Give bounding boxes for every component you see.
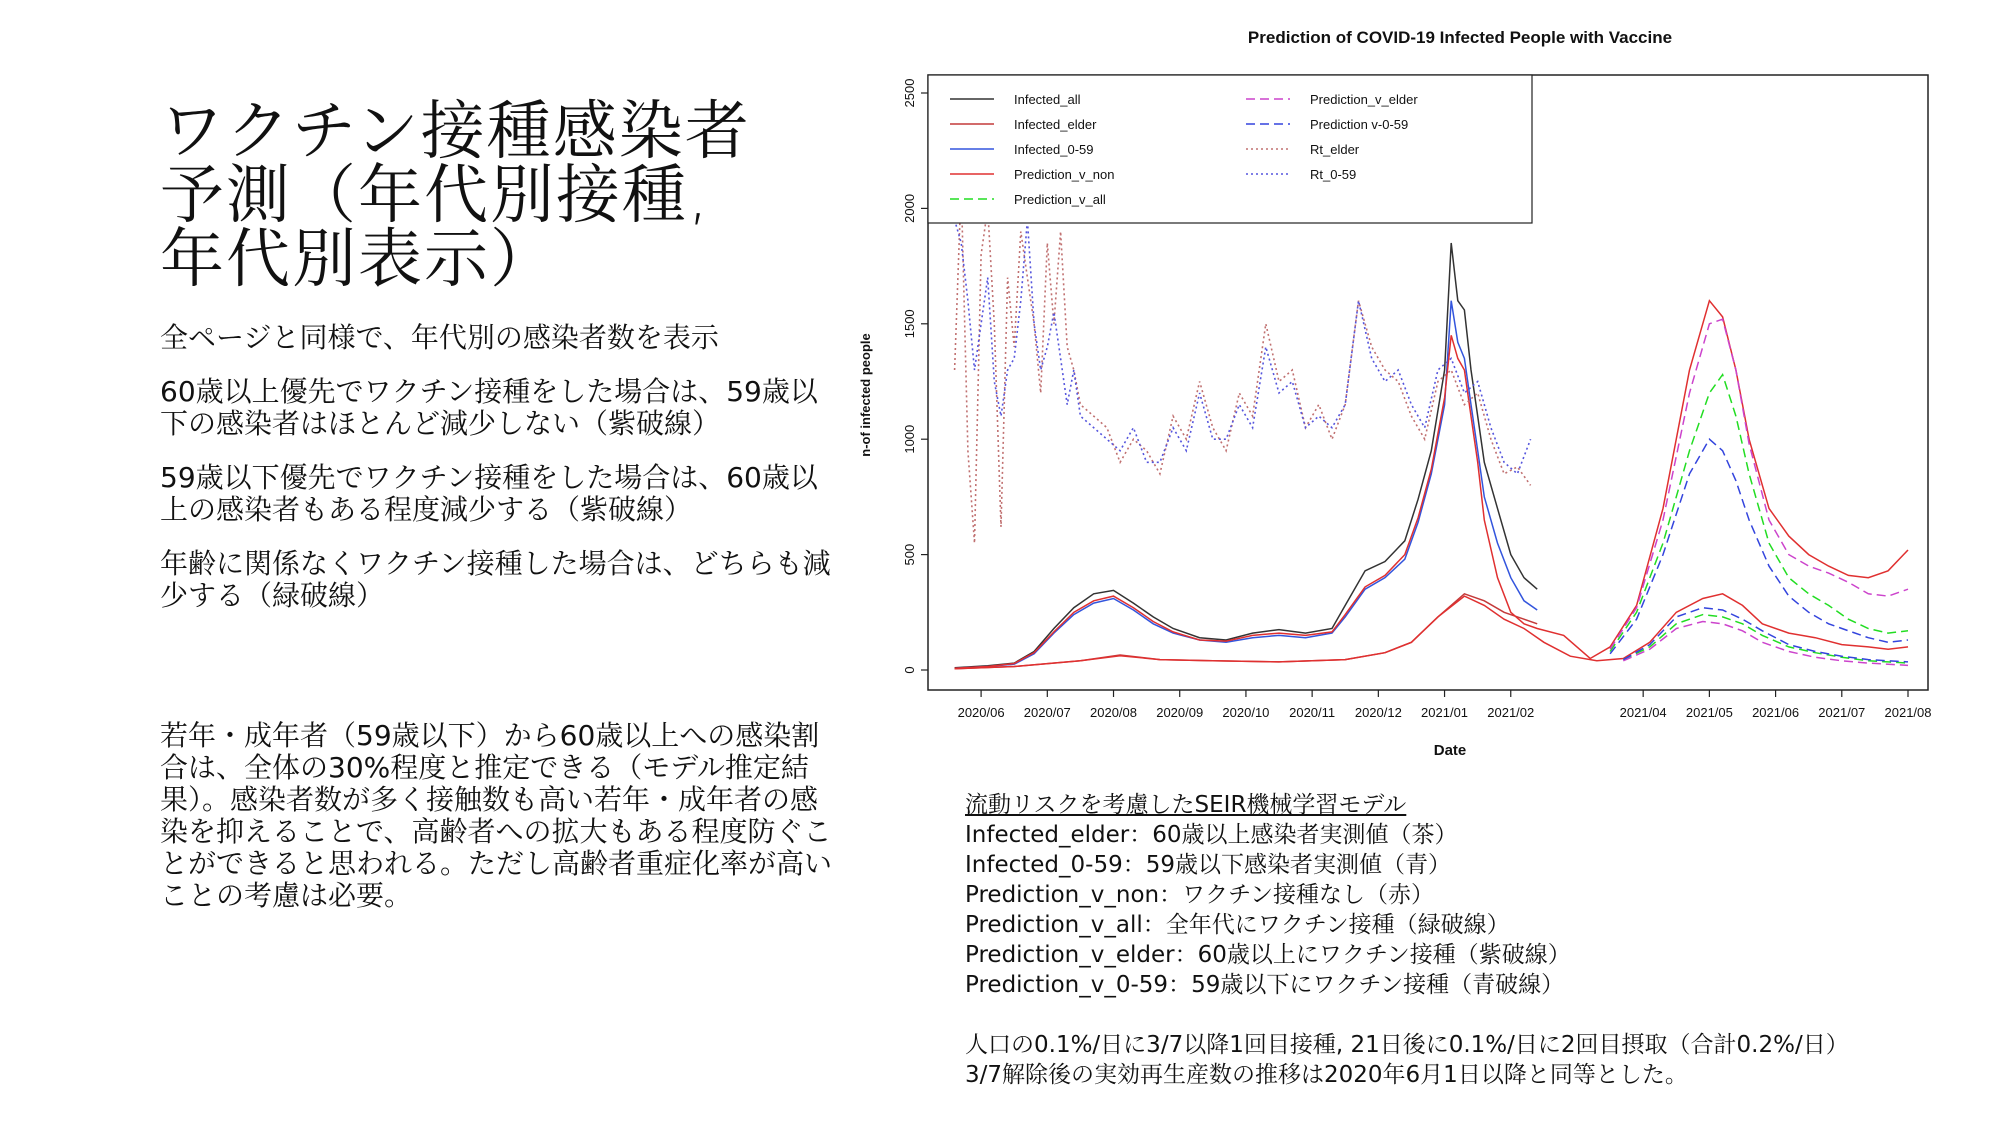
series-line	[1623, 615, 1908, 664]
legend-label: Prediction_v_all	[1014, 192, 1106, 207]
legend-heading: 流動リスクを考慮したSEIR機械学習モデル	[965, 792, 1407, 818]
legend-label: Rt_0-59	[1310, 167, 1357, 182]
x-tick-label: 2021/01	[1421, 705, 1469, 720]
x-axis-label: Date	[1433, 742, 1467, 759]
y-tick-label: 0	[902, 666, 917, 674]
x-tick-label: 2020/07	[1023, 705, 1071, 720]
y-tick-label: 1500	[902, 309, 917, 339]
series-line	[955, 243, 1538, 668]
x-tick-label: 2020/08	[1090, 705, 1138, 720]
y-tick-label: 2500	[902, 78, 917, 108]
series-line	[955, 594, 1538, 669]
slide-title	[160, 95, 840, 297]
x-tick-label: 2021/07	[1818, 705, 1866, 720]
bullet-3: 59歳以下優先でワクチン接種をした場合は、60歳以上の感染者もある程度減少する（紫破線）	[160, 461, 818, 526]
legend-line-5: Prediction_v_elder：60歳以上にワクチン接種（紫破線）	[965, 942, 1571, 968]
x-tick-label: 2021/04	[1619, 705, 1667, 720]
x-axis	[958, 690, 1932, 720]
note-1: 人口の0.1%/日に3/7以降1回目接種, 21日後に0.1%/日に2回目摂取（合計0.2%/日）	[965, 1032, 1849, 1058]
legend-label: Infected_elder	[1014, 117, 1097, 132]
x-tick-label: 2021/05	[1685, 705, 1733, 720]
series-line	[1623, 608, 1908, 662]
legend-line-6: Prediction_v_0-59：59歳以下にワクチン接種（青破線）	[965, 972, 1565, 998]
chart-container	[840, 15, 1960, 775]
y-axis-label: n-of infected people	[858, 333, 873, 457]
title-line-2: 予測（年代別接種,	[160, 159, 711, 233]
model-notes	[965, 1030, 1985, 1090]
legend-line-4: Prediction_v_all：全年代にワクチン接種（緑破線）	[965, 912, 1510, 938]
bullet-1: 全ページと同様で、年代別の感染者数を表示	[160, 321, 719, 354]
legend-label: Infected_0-59	[1014, 142, 1094, 157]
legend-line-3: Prediction_v_non：ワクチン接種なし（赤）	[965, 882, 1434, 908]
legend-line-2: Infected_0-59：59歳以下感染者実測値（青）	[965, 852, 1451, 878]
series-explanation	[965, 790, 1965, 1000]
series-line	[1610, 319, 1908, 649]
series-lines	[955, 185, 1908, 669]
y-tick-label: 2000	[902, 193, 917, 223]
series-line	[1610, 375, 1908, 652]
bullet-4: 年齢に関係なくワクチン接種した場合は、どちらも減少する（緑破線）	[160, 547, 831, 612]
legend-label: Rt_elder	[1310, 142, 1360, 157]
series-line	[955, 301, 1908, 669]
title-line-3: 年代別表示）	[160, 223, 556, 297]
legend-label: Prediction v-0-59	[1310, 117, 1409, 132]
y-tick-label: 500	[902, 543, 917, 566]
x-tick-label: 2021/08	[1884, 705, 1932, 720]
y-tick-label: 1000	[902, 424, 917, 454]
title-line-1: ワクチン接種感染者	[160, 95, 751, 169]
legend-label: Prediction_v_elder	[1310, 92, 1418, 107]
x-tick-label: 2021/02	[1487, 705, 1535, 720]
line-chart	[840, 15, 1960, 775]
x-tick-label: 2020/09	[1156, 705, 1204, 720]
x-tick-label: 2020/06	[957, 705, 1005, 720]
x-tick-label: 2020/10	[1222, 705, 1270, 720]
x-tick-label: 2021/06	[1752, 705, 1800, 720]
x-tick-label: 2020/11	[1289, 705, 1336, 720]
left-text-panel	[160, 95, 840, 940]
bullet-2: 60歳以上優先でワクチン接種をした場合は、59歳以下の感染者はほとんど減少しない（紫破線）	[160, 375, 818, 440]
legend-label: Infected_all	[1014, 92, 1081, 107]
note-2: 3/7解除後の実効再生産数の推移は2020年6月1日以降と同等とした。	[965, 1062, 1688, 1088]
legend-label: Prediction_v_non	[1014, 167, 1115, 182]
summary-text: 若年・成年者（59歳以下）から60歳以上への感染割合は、全体の30%程度と推定できる（モデル推定結果）。感染者数が多く接触数も高い若年・成年者の感染を抑えることで、高齢者への拡大もある程度防ぐことができると思われる。ただし高齢者重症化率が高いことの考慮は必要。	[160, 719, 833, 912]
x-tick-label: 2020/12	[1354, 705, 1402, 720]
y-axis	[902, 79, 928, 674]
series-line	[955, 220, 1531, 474]
chart-title: Prediction of COVID-19 Infected People with Vaccine	[1247, 28, 1673, 47]
chart-legend	[928, 75, 1532, 223]
legend-line-1: Infected_elder：60歳以上感染者実測値（茶）	[965, 822, 1458, 848]
